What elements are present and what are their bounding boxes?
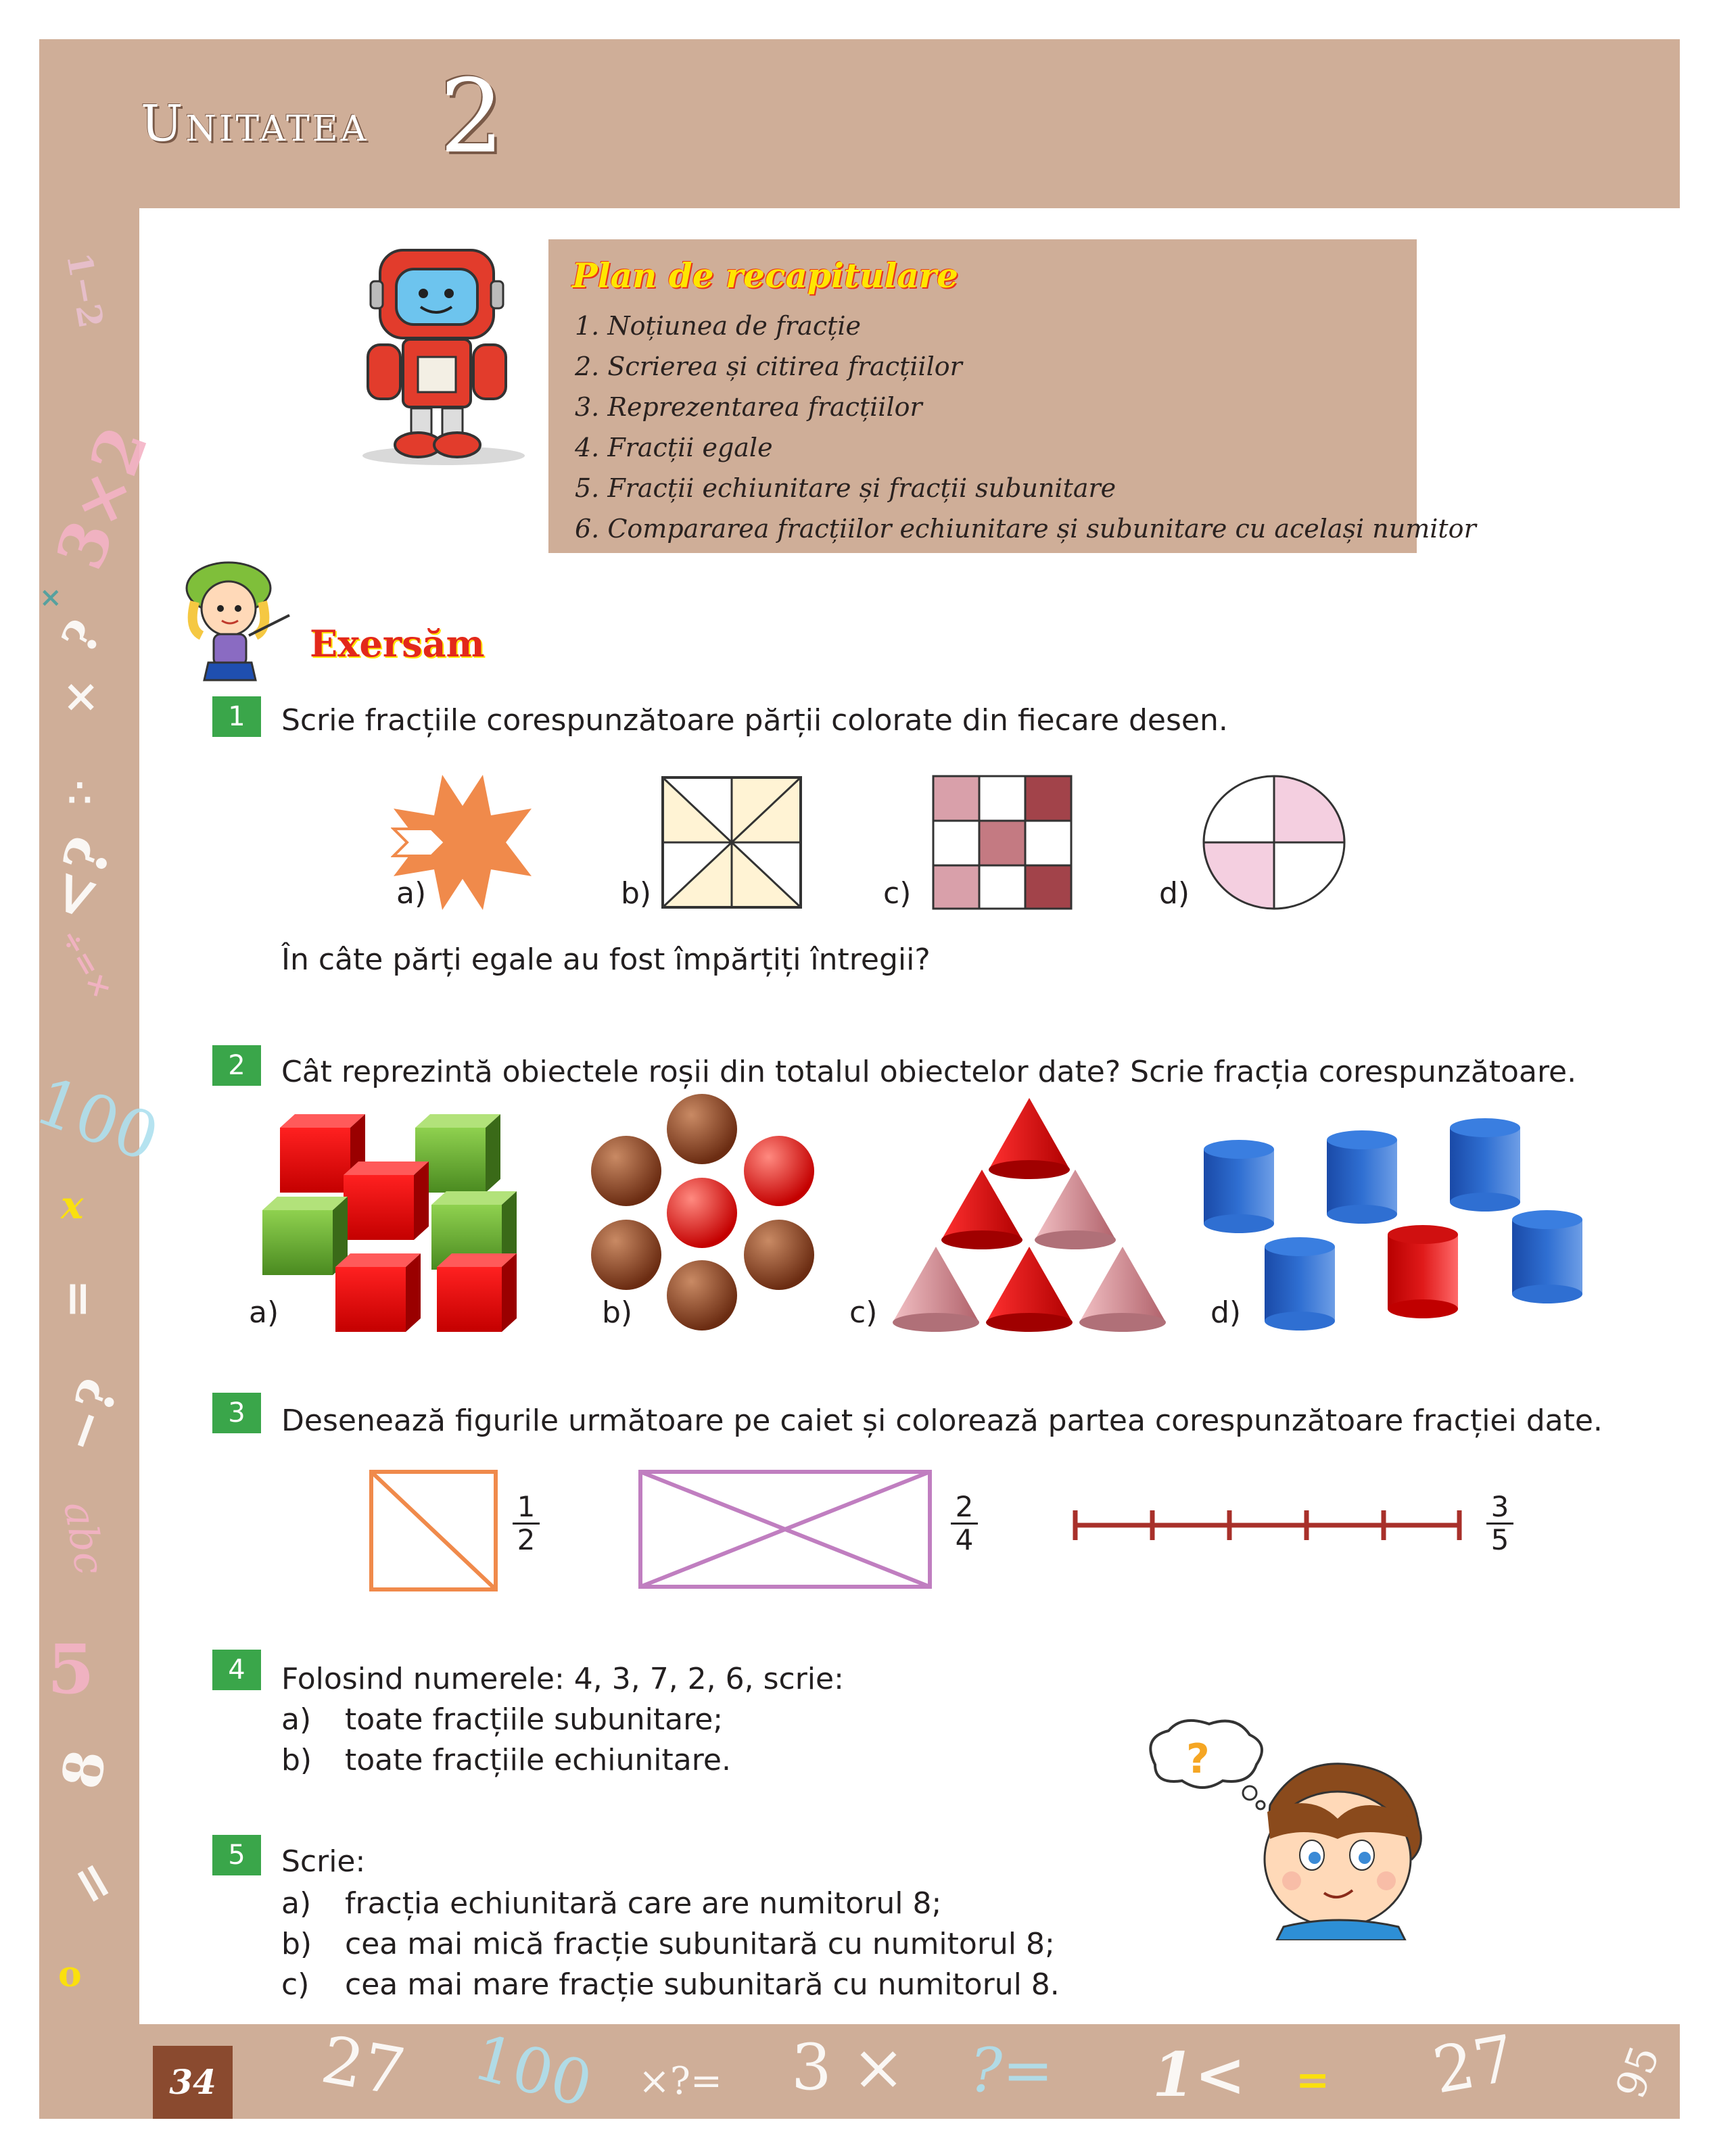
deco-bottom-8: 27 [1428,2021,1521,2109]
deco-bottom-5: ?= [970,2035,1054,2106]
page-number: 34 [153,2046,233,2119]
deco-left-9: 100 [26,1063,168,1176]
unit-title: Unitatea [141,95,369,153]
girl-illustration [174,554,303,683]
segment-5-parts [1071,1505,1463,1546]
item-text: toate fracțiile echiunitare. [345,1743,731,1777]
item-label: a) [281,1886,312,1921]
exercise-3-text: Desenează figurile următoare pe caiet și colorează partea corespunzătoare fracției date. [281,1404,1603,1438]
rectangle-diagonals [638,1470,932,1589]
deco-left-3: × [39,581,62,613]
deco-left-4: ? [50,610,113,663]
deco-left-12: −? [48,1371,131,1461]
fraction-denominator: 5 [1490,1523,1509,1556]
deco-bottom-3: ×?= [638,2059,722,2103]
deco-bottom-4: 3 × [791,2031,905,2105]
circle-quarters-d [1202,775,1346,910]
label-c: c) [883,876,912,911]
plan-item: 2. Scrierea și citirea fracțiilor [575,352,962,381]
fraction-2-4 [949,1491,979,1556]
label-a: a) [249,1295,279,1330]
deco-left-14: 5 [47,1629,95,1709]
deco-left-7: <? [32,828,126,930]
item-label: c) [281,1967,310,2002]
deco-left-16: = [57,1848,132,1917]
thought-bubble-question-mark: ? [1186,1735,1210,1783]
label-c: c) [849,1295,878,1330]
robot-illustration [350,243,533,466]
plan-item: 4. Fracții egale [575,433,773,462]
deco-left-5: × [62,669,100,722]
cubes-a [260,1110,517,1333]
exercise-number-badge: 4 [212,1650,261,1690]
deco-left-6: ∴ [68,771,92,815]
item-text: cea mai mică fracție subunitară cu numitorul 8; [345,1927,1055,1961]
deco-bottom-9: 95 [1607,2040,1670,2105]
unit-number: 2 [440,58,504,176]
deco-bottom-2: 100 [466,2021,600,2122]
item-label: a) [281,1702,312,1737]
deco-left-10: x [61,1183,84,1228]
cones-c [890,1095,1169,1333]
label-d: d) [1159,876,1190,911]
deco-left-2: 3×2 [41,416,163,579]
plan-title: Plan de recapitulare [572,256,958,295]
square-triangles-b [661,776,802,909]
exercise-1-question: În câte părți egale au fost împărțiți întregii? [281,942,931,977]
deco-left-15: 8 [49,1745,118,1794]
fraction-numerator: 1 [517,1490,536,1523]
fraction-1-2 [511,1491,541,1556]
item-text: toate fracțiile subunitare; [345,1702,724,1737]
section-title: Exersăm [310,622,485,665]
exercise-number-badge: 2 [212,1045,261,1086]
grid-squares-c [932,775,1073,910]
deco-bottom-1: 27 [316,2021,410,2111]
exercise-2-text: Cât reprezintă obiectele roșii din totalul obiectelor date? Scrie fracția corespunzătoare. [281,1055,1577,1089]
plan-item: 5. Fracții echiunitare și fracții subunitare [575,473,1116,503]
label-a: a) [396,876,427,911]
exercise-1-text: Scrie fracțiile corespunzătoare părții colorate din fiecare desen. [281,703,1228,738]
deco-left-11: = [51,1279,108,1319]
label-b: b) [621,876,652,911]
exercise-number-badge: 3 [212,1393,261,1433]
deco-left-1: 1−2 [59,249,112,331]
square-diagonal [369,1470,498,1591]
item-label: b) [281,1927,312,1961]
deco-bottom-6: 1< [1152,2039,1246,2111]
plan-item: 1. Noțiunea de fracție [575,311,862,341]
exercise-5-text: Scrie: [281,1844,366,1879]
label-b: b) [602,1295,633,1330]
plan-list [575,306,1476,549]
fraction-denominator: 4 [955,1523,974,1556]
cylinders-d [1201,1116,1586,1333]
item-label: b) [281,1743,312,1777]
item-text: cea mai mare fracție subunitară cu numitorul 8. [345,1967,1060,2002]
plan-item: 6. Compararea fracțiilor echiunitare și subunitare cu același numitor [575,514,1476,544]
fraction-3-5 [1485,1491,1515,1556]
deco-bottom-7: = [1296,2057,1330,2104]
deco-left-17: o [58,1954,82,1995]
plan-item: 3. Reprezentarea fracțiilor [575,392,922,422]
exercise-4-text: Folosind numerele: 4, 3, 7, 2, 6, scrie: [281,1662,844,1696]
item-text: fracția echiunitară care are numitorul 8; [345,1886,942,1921]
fraction-numerator: 3 [1490,1490,1509,1523]
exercise-number-badge: 1 [212,696,261,737]
fraction-denominator: 2 [517,1523,536,1556]
deco-left-8: ÷=× [52,922,120,1005]
fraction-numerator: 2 [955,1490,974,1523]
label-d: d) [1210,1295,1242,1330]
boy-illustration [1135,1710,1435,1940]
deco-left-13: abc [54,1498,114,1579]
exercise-number-badge: 5 [212,1835,261,1875]
